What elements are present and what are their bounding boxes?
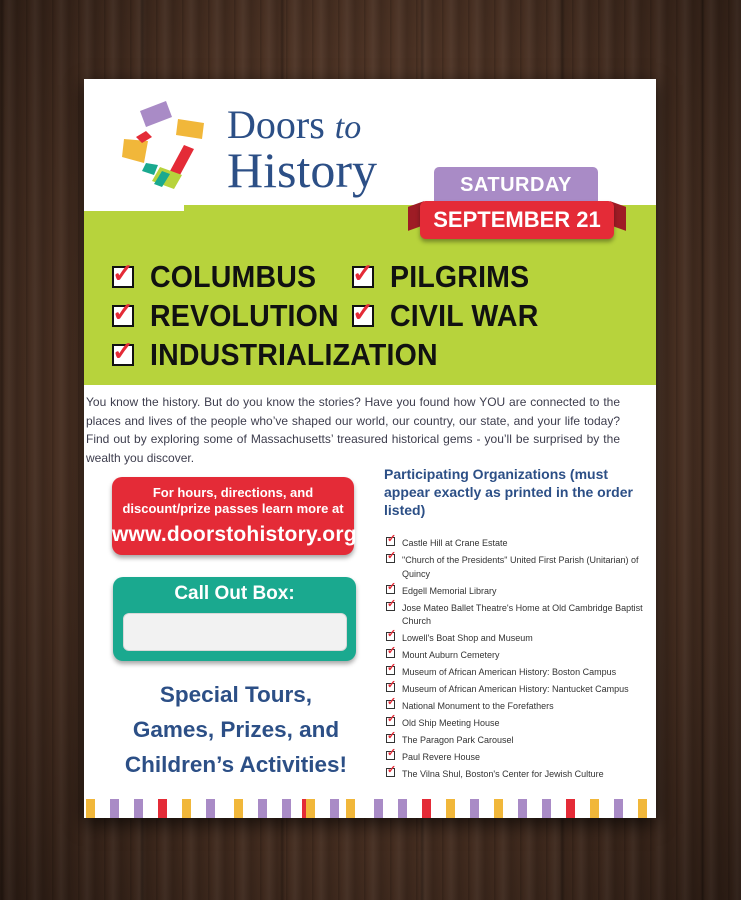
checkbox-icon bbox=[386, 649, 395, 658]
special-line-2: Games, Prizes, and bbox=[132, 717, 340, 742]
stripe bbox=[306, 799, 315, 818]
special-line-1: Special Tours, bbox=[159, 682, 313, 707]
info-box bbox=[112, 477, 357, 555]
checkbox-icon bbox=[386, 683, 395, 692]
topic-civil-war: ✓ CIVIL WAR bbox=[352, 297, 539, 333]
stripe bbox=[566, 799, 575, 818]
list-item: ✓ Castle Hill at Crane Estate bbox=[386, 537, 646, 551]
checkbox-icon bbox=[386, 554, 395, 563]
checkbox-icon bbox=[386, 734, 395, 743]
stripe bbox=[446, 799, 455, 818]
stripe bbox=[518, 799, 527, 818]
checkbox-icon: ✓ bbox=[112, 336, 134, 366]
callout-field[interactable] bbox=[123, 613, 347, 651]
list-item: ✓ Old Ship Meeting House bbox=[386, 717, 646, 731]
list-item: ✓ The Paragon Park Carousel bbox=[386, 734, 646, 748]
stripe bbox=[542, 799, 551, 818]
special-activities bbox=[104, 677, 368, 782]
stripe bbox=[614, 799, 623, 818]
stripe bbox=[398, 799, 407, 818]
list-item: ✓ Museum of African American History: Nantucket Campus bbox=[386, 683, 646, 697]
list-item: ✓ "Church of the Presidents" United First Parish (Unitarian) of Quincy bbox=[386, 554, 646, 581]
checkbox-icon: ✓ bbox=[352, 258, 374, 288]
checkbox-icon bbox=[386, 700, 395, 709]
logo-word-to: to bbox=[334, 109, 362, 146]
stripe bbox=[158, 799, 167, 818]
callout-title: Call Out Box: bbox=[174, 583, 295, 604]
list-item: ✓ Mount Auburn Cemetery bbox=[386, 649, 646, 663]
callout-box bbox=[113, 577, 356, 661]
band-notch bbox=[84, 197, 184, 211]
list-item: ✓ Museum of African American History: Boston Campus bbox=[386, 666, 646, 680]
topic-columbus: ✓ COLUMBUS bbox=[112, 258, 317, 294]
stripe bbox=[182, 799, 191, 818]
stripe bbox=[234, 799, 243, 818]
checkbox-icon: ✓ bbox=[112, 297, 134, 327]
stripe bbox=[330, 799, 339, 818]
stripe bbox=[470, 799, 479, 818]
checkbox-icon bbox=[386, 751, 395, 760]
website-link[interactable]: www.doorstohistory.org bbox=[112, 523, 357, 546]
special-line-3: Children’s Activities! bbox=[124, 752, 348, 777]
checkbox-icon bbox=[386, 632, 395, 641]
checkbox-icon bbox=[386, 717, 395, 726]
list-item: ✓ Jose Mateo Ballet Theatre's Home at Old Cambridge Baptist Church bbox=[386, 602, 646, 629]
logo-wordmark bbox=[227, 102, 377, 198]
logo-word-history: History bbox=[227, 142, 377, 198]
list-item: ✓ The Vilna Shul, Boston's Center for Jewish Culture bbox=[386, 768, 646, 782]
stripe bbox=[590, 799, 599, 818]
decorative-stripes bbox=[84, 799, 656, 818]
topic-revolution: ✓ REVOLUTION bbox=[112, 297, 339, 333]
stripe bbox=[282, 799, 291, 818]
stripe bbox=[86, 799, 95, 818]
doors-logo-icon bbox=[118, 97, 218, 197]
checkbox-icon: ✓ bbox=[112, 258, 134, 288]
checkbox-icon: ✓ bbox=[352, 297, 374, 327]
stripe bbox=[346, 799, 355, 818]
logo-word-doors: Doors bbox=[227, 102, 325, 147]
checkbox-icon bbox=[386, 666, 395, 675]
event-day-banner: SATURDAY bbox=[434, 167, 598, 203]
org-list bbox=[386, 537, 646, 785]
info-text: For hours, directions, and discount/prize passes learn more at bbox=[122, 485, 344, 516]
orgs-heading: Participating Organizations (must appear exactly as printed in the order listed) bbox=[384, 466, 633, 518]
list-item: ✓ Paul Revere House bbox=[386, 751, 646, 765]
event-date-banner: SEPTEMBER 21 bbox=[420, 201, 614, 239]
flyer bbox=[84, 79, 656, 818]
list-item: ✓ Lowell's Boat Shop and Museum bbox=[386, 632, 646, 646]
topic-pilgrims: ✓ PILGRIMS bbox=[352, 258, 530, 294]
stripe bbox=[258, 799, 267, 818]
list-item: ✓ Edgell Memorial Library bbox=[386, 585, 646, 599]
stripe bbox=[374, 799, 383, 818]
checkbox-icon bbox=[386, 537, 395, 546]
stripe bbox=[134, 799, 143, 818]
checkbox-icon bbox=[386, 585, 395, 594]
stripe bbox=[110, 799, 119, 818]
checkbox-icon bbox=[386, 602, 395, 611]
stripe bbox=[422, 799, 431, 818]
stripe bbox=[638, 799, 647, 818]
stripe bbox=[206, 799, 215, 818]
checkbox-icon bbox=[386, 768, 395, 777]
intro-paragraph: You know the history. But do you know the stories? Have you found how YOU are connected to the places and lives of the people who’ve shaped our world, our country, our state, and your life today? Find out by exploring some of Massachusetts’ treasured historical gems - you’ll be surprised by the wealth you discover. bbox=[86, 395, 620, 465]
stripe bbox=[494, 799, 503, 818]
list-item: ✓ National Monument to the Forefathers bbox=[386, 700, 646, 714]
topic-industrialization: ✓ INDUSTRIALIZATION bbox=[112, 336, 438, 372]
